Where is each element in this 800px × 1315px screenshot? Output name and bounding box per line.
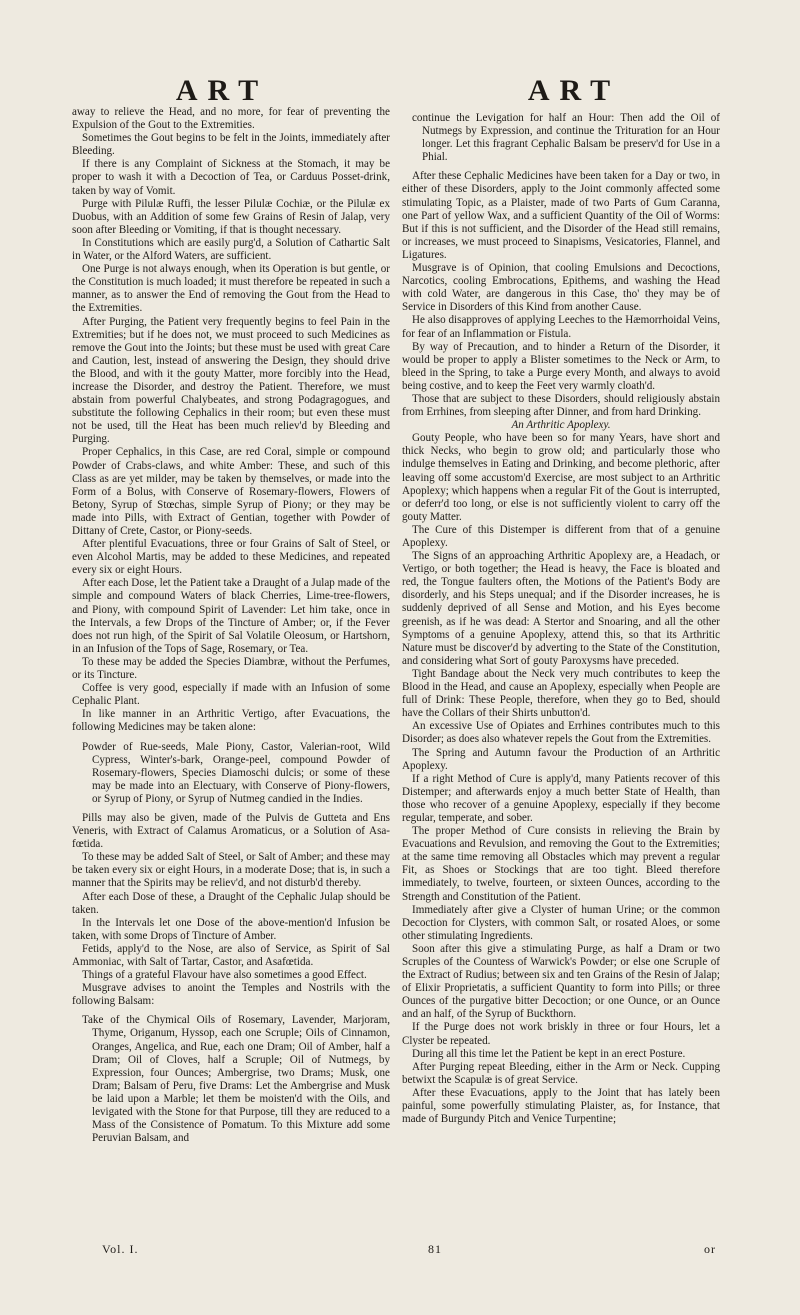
paragraph: The Spring and Autumn favour the Production of an Arthritic Apoplexy.: [402, 746, 720, 772]
paragraph: After each Dose of these, a Draught of the Cephalic Julap should be taken.: [72, 890, 390, 916]
paragraph: Things of a grateful Flavour have also sometimes a good Effect.: [82, 969, 367, 982]
paragraph: The Signs of an approaching Arthritic Apoplexy are, a Headach, or Vertigo, or both together; the Head is heavy, the Face is bloated and red, the Tongue faulters often, the Motions of the Patient's Body are disorderly, and his Steps unequal; and if the Disorder increases, he is suddenly deprived of all Sense and Motion, and his Eyes become greenish, as if he was dead: A Stertor and Snoaring, and all the other Symptoms of a genuine Apoplexy, attend this, so that its Arthritic Nature must be discover'd by adverting to the State of the Constitution, and considering what Sort of gouty Paroxysms have preceded.: [402, 550, 720, 667]
paragraph: Musgrave advises to anoint the Temples and Nostrils with the following Balsam:: [72, 982, 390, 1008]
paragraph: To these may be added Salt of Steel, or Salt of Amber; and these may be taken every six or eight Hours, in a moderate Dose; that is, in such a manner that the Spirits may be reliev'd, and not disturb'd thereby.: [72, 851, 390, 890]
right-column: [402, 106, 720, 1126]
paragraph: To these may be added the Species Diambræ, without the Perfumes, or its Tincture.: [72, 655, 390, 682]
recipe-block: [82, 741, 390, 806]
recipe-block: [82, 1014, 390, 1145]
paragraph: away to relieve the Head, and no more, for fear of preventing the Expulsion of the Gout to the Extremities.: [72, 106, 390, 132]
paragraph: Pills may also be given, made of the Pulvis de Gutteta and Ens Veneris, with Extract of Calamus Aromaticus, or a Solution of Asa-fœtida.: [72, 811, 390, 851]
paragraph: Musgrave is of Opinion, that cooling Emulsions and Decoctions, Narcotics, cooling Embrocations, Epithems, and washing the Head with cold Water, are dangerous in this Case, tho' they may be of Service in Disorders of this Kind from another Cause.: [402, 262, 720, 314]
paragraph: Coffee is very good, especially if made with an Infusion of some Cephalic Plant.: [72, 682, 390, 708]
paragraph: One Purge is not always enough, when its Operation is but gentle, or the Constitution is much loaded; it must therefore be repeated in such a manner, as to answer the End of removing the Gout from the Head to the Extremities.: [72, 263, 390, 315]
paragraph: After Purging repeat Bleeding, either in the Arm or Neck. Cupping betwixt the Scapulæ is of great Service.: [402, 1060, 720, 1086]
paragraph: If a right Method of Cure is apply'd, many Patients recover of this Distemper; and afterwards enjoy a much better State of Health, than those who recover of a genuine Apoplexy, especially if they become regular, temperate, and sober.: [402, 772, 720, 824]
paragraph: Soon after this give a stimulating Purge, as half a Dram or two Scruples of the Countess of Warwick's Powder; or else one Scruple of the Extract of Rudius; between six and ten Grains of the Resin of Jalap; of Elixir Proprietatis, a sufficient Quantity to form into Pills; or three Ounces of the purgative bitter Decoction; or one Ounce, or an Ounce and an half, of the Syrup of Buckthorn.: [402, 942, 720, 1021]
paragraph: Those that are subject to these Disorders, should religiously abstain from Errhines, from sleeping after Dinner, and from hard Drinking.: [402, 392, 720, 419]
paragraph: The Cure of this Distemper is different from that of a genuine Apoplexy.: [402, 523, 720, 549]
paragraph: By way of Precaution, and to hinder a Return of the Disorder, it would be proper to apply a Blister sometimes to the Neck or Arm, to bleed in the Spring, to take a Purge every Month, and always to avoid being costive, and to keep the Feet very warmly cloath'd.: [402, 340, 720, 392]
paragraph: If the Purge does not work briskly in three or four Hours, let a Clyster be repeated.: [402, 1021, 720, 1047]
paragraph: After these Evacuations, apply to the Joint that has lately been painful, some powerfully stimulating Plaister, as, for Instance, that made of Burgundy Pitch and Venice Turpentine;: [402, 1086, 720, 1126]
paragraph: Gouty People, who have been so for many Years, have short and thick Necks, who begin to grow old; and particularly those who indulge themselves in Eating and Drinking, and become plethoric, after leaving off some accustom'd Exercise, are most subject to an Arthritic Apoplexy; which happens when a regular Fit of the Gout is interrupted, or deferr'd too long, or else is not sufficiently violent to carry off the gouty Matter.: [402, 432, 720, 523]
paragraph: After these Cephalic Medicines have been taken for a Day or two, in either of these Disorders, apply to the Joint commonly affected some stimulating Topic, as a Plaister, made of two Parts of Gum Caranna, one Part of yellow Wax, and a sufficient Quantity of the Oil of Worms: But if this is not sufficient, and the Disorder of the Head still remains, or increases, we must proceed to Sinapisms, Vesicatories, Flannel, and Ligatures.: [402, 170, 720, 261]
paragraph: He also disapproves of applying Leeches to the Hæmorrhoidal Veins, for fear of an Inflammation or Fistula.: [402, 314, 720, 340]
section-heading: An Arthritic Apoplexy.: [511, 419, 611, 432]
paragraph: The proper Method of Cure consists in relieving the Brain by Evacuations and Revulsion, and removing the Gout to the Extremities; at the same time removing all Obstacles which may prevent a regular Fit, as Shoes or Stockings that are too tight. Bleed therefore immediately, to twelve, fourteen, or sixteen Ounces, according to the Strength and Constitution of the Patient.: [402, 825, 720, 903]
paragraph: During all this time let the Patient be kept in an erect Posture.: [412, 1047, 686, 1060]
recipe-block: [412, 112, 720, 164]
catchword: or: [704, 1242, 716, 1256]
running-head-right: ART: [527, 74, 621, 107]
paragraph: After plentiful Evacuations, three or four Grains of Salt of Steel, or even Alcohol Martis, may be added to these Medicines, and repeated every six or eight Hours.: [72, 538, 390, 577]
paragraph: Fetids, apply'd to the Nose, are also of Service, as Spirit of Sal Ammoniac, with Salt of Tartar, Castor, and Asafœtida.: [72, 942, 390, 968]
paragraph: Sometimes the Gout begins to be felt in the Joints, immediately after Bleeding.: [72, 132, 390, 158]
paragraph: In Constitutions which are easily purg'd, a Solution of Cathartic Salt in Water, or the Alford Waters, are sufficient.: [72, 236, 390, 263]
paragraph: Purge with Pilulæ Ruffi, the lesser Pilulæ Cochiæ, or the Pilulæ ex Duobus, with an Addition of some few Grains of Resin of Jalap, very soon after Bleeding or Vomiting, if that is thought necessary.: [72, 197, 390, 236]
paragraph: Immediately after give a Clyster of human Urine; or the common Decoction for Clysters, with common Salt, or rosated Aloes, or some other stimulating Ingredients.: [402, 903, 720, 942]
paragraph: An excessive Use of Opiates and Errhines contributes much to this Disorder; as does also whatever repels the Gout from the Extremities.: [402, 720, 720, 746]
paragraph: After Purging, the Patient very frequently begins to feel Pain in the Extremities; but if he does not, we must proceed to such Medicines as remove the Gout into the Joints; but these must be used with great Care and Caution, lest, instead of answering the Design, they should drive the Blood, and with it the gouty Matter, more forcibly into the Head, increase the Disorder, and destroy the Patient. Therefore, we must abstain from powerful Chalybeates, and strong Podagragogues, and substitute the following Cephalics in their room; but even these must not be used, till the Heat has been much reliev'd by Bleeding and Purging.: [72, 315, 390, 446]
page-number: 81: [428, 1242, 442, 1256]
paragraph: In the Intervals let one Dose of the above-mention'd Infusion be taken, with some Drops of Tincture of Amber.: [72, 916, 390, 942]
paragraph: After each Dose, let the Patient take a Draught of a Julap made of the simple and compound Waters of black Cherries, Lime-tree-flowers, and Piony, with compound Spirit of Lavender: Let him take, once in the Intervals, a few Drops of the Tincture of Amber; or, if the Fever does not run high, of the Spirit of Sal Volatile Oleosum, or Hartshorn, in an Infusion of the Tops of Sage, Rosemary, or Tea.: [72, 577, 390, 655]
paragraph: Powder of Rue-seeds, Male Piony, Castor, Valerian-root, Wild Cypress, Winter's-bark, Orange-peel, compound Powder of Rosemary-flowers, Species Diamoschi dulcis; or some of these may be made into an Electuary, with Conserve of Piony-flowers, or Syrup of Piony, or Syrup of Nutmeg candied in the Indies.: [82, 740, 390, 805]
paragraph: If there is any Complaint of Sickness at the Stomach, it may be proper to wash it with a Decoction of Tea, or Carduus Posset-drink, taken by way of Vomit.: [72, 158, 390, 197]
paragraph: In like manner in an Arthritic Vertigo, after Evacuations, the following Medicines may be taken alone:: [72, 708, 390, 734]
volume-signature: Vol. I.: [102, 1242, 139, 1256]
left-column: [72, 106, 390, 1151]
paragraph: Tight Bandage about the Neck very much contributes to keep the Blood in the Head, and cause an Apoplexy, especially when People are full of Drink: These People, therefore, when they go to Bed, should have the Collars of their Shirts unbutton'd.: [402, 667, 720, 720]
running-head-left: ART: [175, 74, 269, 107]
paragraph: Proper Cephalics, in this Case, are red Coral, simple or compound Powder of Crabs-claws, and white Amber: These, and such of this Class as are yet milder, may be taken by themselves, or made into the Form of a Bolus, with Conserve of Rosemary-flowers, Flowers of Betony, Syrup of Stœchas, simple Syrup of Piony; or they may be made into Pills, with Extract of Gentian, together with Powder of Dittany of Crete, Castor, or Piony-seeds.: [72, 446, 390, 537]
paragraph: Take of the Chymical Oils of Rosemary, Lavender, Marjoram, Thyme, Origanum, Hyssop, each one Scruple; Oils of Cinnamon, Oranges, Angelica, and Rue, each one Dram; Oil of Amber, half a Dram; Oil of Cloves, half a Scruple; Oil of Nutmegs, by Expression, four Ounces; Ambergrise, two Drams; Musk, one Dram; Balsam of Peru, five Drams: Let the Ambergrise and Musk be laid upon a Marble; let them be moisten'd with the Oils, and levigated with the Stone for that Purpose, till they are reduced to a Mass of the Consistence of Pomatum. To this Mixture add some Peruvian Balsam, and: [82, 1014, 390, 1145]
paragraph: continue the Levigation for half an Hour: Then add the Oil of Nutmegs by Expression, and continue the Trituration for an Hour longer. Let this fragrant Cephalic Balsam be preserv'd for Use in a Phial.: [412, 112, 720, 164]
